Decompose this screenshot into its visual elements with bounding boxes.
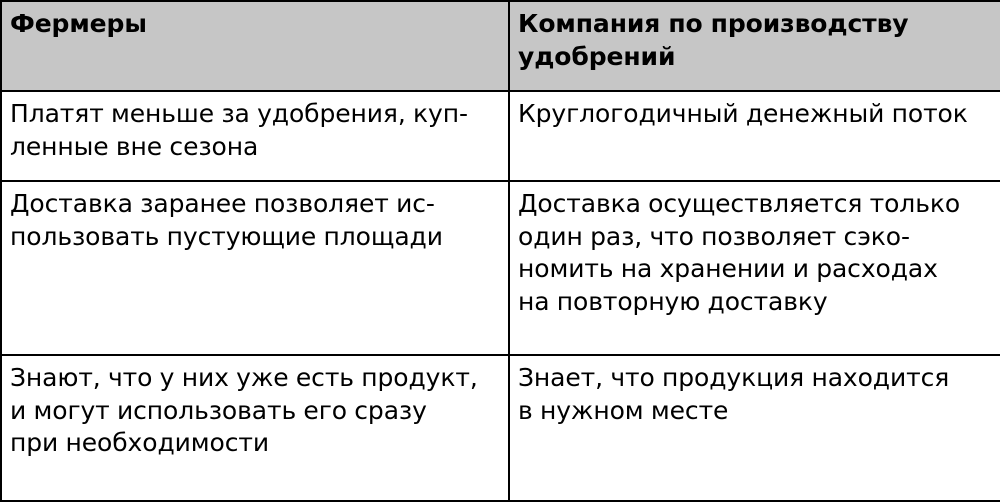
cell-farmers-benefit-3 [1,355,509,501]
cell-company-benefit-3 [509,355,1000,501]
cell-line: Доставка осуществляется только [518,189,961,218]
cell-line: один раз, что позволяет сэко- [518,221,910,251]
cell-line: в нужном месте [518,395,729,425]
cell-company-benefit-1 [509,91,1000,181]
column-header-farmers-line-1: Фермеры [10,9,147,38]
table-row [1,91,1000,181]
table-header [1,1,1000,91]
cell-line: Доставка заранее позволяет ис- [10,189,435,218]
cell-line: Знают, что у них уже есть продукт, [10,363,478,392]
column-header-fertilizer-company-line-2: удобрений [518,41,676,71]
cell-line: пользовать пустующие площади [10,221,443,251]
cell-line: на повторную доставку [518,286,828,316]
cell-line: Круглогодичный денежный поток [518,99,968,128]
table-body [1,91,1000,501]
cell-line: номить на хранении и расходах [518,254,938,283]
column-header-fertilizer-company-line-1: Компания по производству [518,9,909,38]
column-header-farmers [1,1,509,91]
column-header-fertilizer-company [509,1,1000,91]
table-row [1,181,1000,355]
cell-line: ленные вне сезона [10,131,259,161]
cell-line: при необходимости [10,428,269,457]
cell-line: Платят меньше за удобрения, куп- [10,99,468,128]
table-header-row [1,1,1000,91]
table-row [1,355,1000,501]
cell-farmers-benefit-1 [1,91,509,181]
cell-farmers-benefit-2 [1,181,509,355]
cell-company-benefit-2 [509,181,1000,355]
cell-line: и могут использовать его сразу [10,395,427,425]
cell-line: Знает, что продукция находится [518,363,950,392]
